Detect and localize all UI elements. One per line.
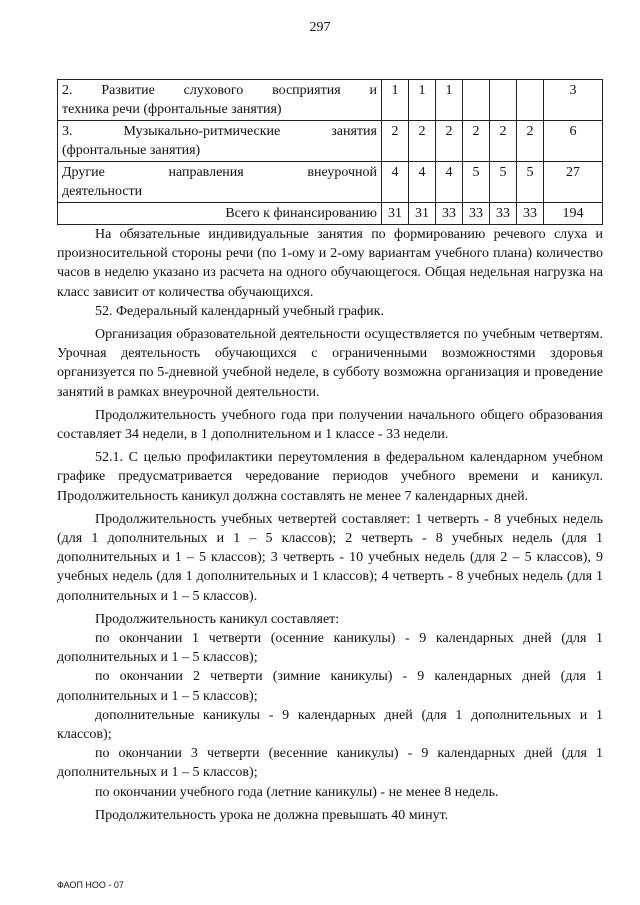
hours-cell: 33	[436, 203, 463, 225]
hours-cell: 1	[382, 80, 409, 121]
total-cell: 6	[544, 121, 603, 162]
row-label	[58, 162, 382, 203]
total-cell: 27	[544, 162, 603, 203]
paragraph: по окончании учебного года (летние каникулы) - не менее 8 недель.	[95, 784, 499, 800]
hours-cell	[490, 80, 517, 121]
paragraph: по окончании 2 четверти (зимние каникулы) - 9 календарных дней (для 1 дополнительных и 1 – 5 классов);	[57, 669, 603, 704]
row-label-line: 3. Музыкально-ритмические занятия	[62, 124, 377, 139]
body-text	[57, 225, 603, 825]
hours-cell: 2	[382, 121, 409, 162]
hours-cell: 33	[517, 203, 544, 225]
paragraph: Продолжительность урока не должна превышать 40 минут.	[95, 807, 449, 823]
paragraph: Продолжительность каникул составляет:	[95, 611, 340, 627]
row-label	[58, 121, 382, 162]
hours-cell: 5	[517, 162, 544, 203]
paragraph: по окончании 3 четверти (весенние каникулы) - 9 календарных дней (для 1 дополнительных и 1 – 5 классов);	[57, 746, 603, 781]
hours-cell	[463, 80, 490, 121]
paragraph: 52.1. С целью профилактики переутомления в федеральном календарном учебном графике предусматривается чередование периодов учебного времени и каникул. Продолжительность каникул должна составлять не менее 7 календарных дней.	[57, 450, 603, 504]
footer-code: ФАОП НОО - 07	[57, 880, 124, 890]
hours-cell: 1	[436, 80, 463, 121]
hours-cell: 2	[517, 121, 544, 162]
hours-cell: 31	[382, 203, 409, 225]
row-label-line: деятельности	[62, 184, 143, 199]
paragraph: дополнительные каникулы - 9 календарных дней (для 1 дополнительных и 1 классов);	[57, 707, 603, 743]
hours-cell: 2	[409, 121, 436, 162]
row-label-line: 2. Развитие слухового восприятия и	[62, 83, 377, 98]
hours-cell: 33	[490, 203, 517, 225]
row-label	[58, 80, 382, 121]
hours-cell: 1	[409, 80, 436, 121]
row-label-line: техника речи (фронтальные занятия)	[62, 102, 282, 117]
row-label-line: (фронтальные занятия)	[62, 143, 201, 158]
hours-cell: 2	[463, 121, 490, 162]
hours-cell: 5	[463, 162, 490, 203]
table-row	[58, 162, 603, 203]
hours-cell: 4	[436, 162, 463, 203]
table-row	[58, 80, 603, 121]
hours-cell: 31	[409, 203, 436, 225]
paragraph: Продолжительность учебного года при получении начального общего образования составляет 34 недели, в 1 дополнительном и 1 классе - 33 недели.	[57, 407, 603, 443]
hours-cell: 4	[409, 162, 436, 203]
row-label-line: Всего к финансированию	[225, 206, 377, 221]
paragraph: 52. Федеральный календарный учебный график.	[95, 303, 384, 319]
hours-cell	[517, 80, 544, 121]
total-cell: 3	[544, 80, 603, 121]
row-label	[58, 203, 382, 225]
paragraph: Продолжительность учебных четвертей составляет: 1 четверть - 8 учебных недель (для 1 дополнительных и 1 – 5 классов); 2 четверть - 8 учебных недель (для 1 дополнительных и 1 – 5 классов); 3 четверть - 10 учебных недель (для 2 – 5 классов), 9 учебных недель (для 1 дополнительных и 1 классов); 4 четверть - 8 учебных недель (для 1 дополнительных и 1 – 5 классов).	[57, 511, 603, 604]
paragraph: Организация образовательной деятельности осуществляется по учебным четвертям. Урочная деятельность обучающихся с ограниченными возможностями здоровья организуется по 5-дневной учебной неделе, в субботу возможна организация и проведение занятий в рамках внеурочной деятельности.	[57, 327, 603, 400]
paragraph: по окончании 1 четверти (осенние каникулы) - 9 календарных дней (для 1 дополнительных и 1 – 5 классов);	[57, 631, 603, 666]
table-row	[58, 203, 603, 225]
total-cell: 194	[544, 203, 603, 225]
paragraph: На обязательные индивидуальные занятия по формированию речевого слуха и произносительной стороны речи (по 1-ому и 2-ому вариантам учебного плана) количество часов в неделю указано из расчета на одного обучающегося. Общая недельная нагрузка на класс зависит от количества обучающихся.	[57, 227, 603, 300]
hours-cell: 2	[436, 121, 463, 162]
hours-cell: 5	[490, 162, 517, 203]
page-number: 297	[309, 20, 331, 35]
curriculum-table	[57, 79, 603, 225]
hours-cell: 2	[490, 121, 517, 162]
hours-cell: 4	[382, 162, 409, 203]
table-row	[58, 121, 603, 162]
hours-cell: 33	[463, 203, 490, 225]
row-label-line: Другие направления внеурочной	[62, 165, 377, 180]
